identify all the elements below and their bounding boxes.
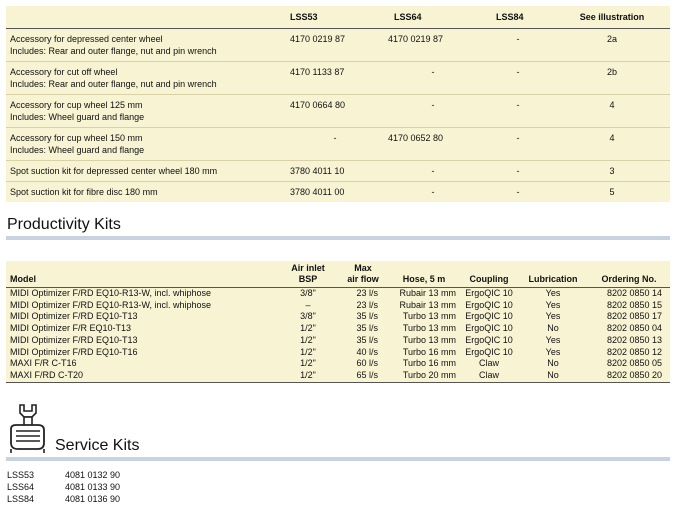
hose: Rubair 13 mm [399, 299, 456, 310]
col-air-inlet: Air inlet BSP [278, 261, 338, 288]
lss84-ordering-no: - [516, 33, 520, 44]
col-see-illustration: See illustration [554, 6, 670, 28]
hose: Turbo 20 mm [388, 370, 460, 382]
list-item [7, 493, 120, 505]
lubrication: No [547, 358, 559, 369]
table-row [6, 300, 670, 312]
col-description [6, 6, 286, 28]
hose: Turbo 16 mm [402, 346, 456, 357]
service-ordering-no: 4081 0136 90 [65, 494, 121, 504]
service-ordering-no: 4081 0133 90 [65, 482, 121, 492]
lubrication: No [547, 323, 559, 334]
air-inlet: 1/2" [300, 358, 316, 369]
table-row [6, 347, 670, 359]
lubrication: No [518, 370, 588, 382]
productivity-table [6, 261, 670, 383]
lss84-ordering-no: - [482, 94, 554, 127]
service-model: LSS53 [7, 470, 35, 480]
max-air-flow: 35 l/s [356, 334, 378, 345]
coupling: Claw [460, 370, 518, 382]
air-inlet: 1/2" [300, 346, 316, 357]
service-wrench-hand-icon [8, 403, 48, 453]
lss84-ordering-no: - [482, 160, 554, 181]
ordering-no: 8202 0850 04 [606, 323, 662, 334]
model-name: MAXI F/R C-T16 [10, 358, 77, 369]
list-item [7, 481, 120, 493]
col-max-air-flow: Max air flow [338, 261, 388, 288]
accessory-description: Accessory for cut off wheel Includes: Rear and outer flange, nut and pin wrench [6, 61, 286, 94]
section-rule [6, 236, 670, 240]
lubrication: Yes [545, 311, 561, 322]
accessories-header-row [6, 6, 670, 28]
productivity-kits-title: Productivity Kits [7, 216, 121, 233]
ordering-no: 8202 0850 13 [606, 334, 662, 345]
col-coupling: Coupling [460, 261, 518, 288]
ordering-no: 8202 0850 15 [606, 299, 662, 310]
lss53-ordering-no: 3780 4011 10 [286, 160, 384, 181]
table-row [6, 311, 670, 323]
ordering-no: 8202 0850 12 [606, 346, 662, 357]
coupling: ErgoQIC 10 [465, 299, 513, 310]
col-lss53: LSS53 [286, 6, 384, 28]
accessories-table [6, 6, 670, 202]
table-row [6, 358, 670, 370]
table-row [6, 28, 670, 61]
ordering-no: 8202 0850 14 [606, 288, 662, 298]
lss84-ordering-no: - [482, 127, 554, 160]
model-name: MIDI Optimizer F/RD EQ10-R13-W, incl. whiphose [10, 288, 212, 298]
coupling: ErgoQIC 10 [465, 311, 513, 322]
table-row [6, 94, 670, 127]
coupling: ErgoQIC 10 [465, 288, 513, 298]
max-air-flow: 65 l/s [338, 370, 388, 382]
hose: Turbo 13 mm [402, 323, 456, 334]
col-ordering-no: Ordering No. [588, 261, 670, 288]
see-illustration: 4 [554, 94, 670, 127]
model-name: MIDI Optimizer F/RD EQ10-T13 [10, 334, 138, 345]
lss64-ordering-no: - [384, 94, 482, 127]
lss64-ordering-no: - [384, 61, 482, 94]
lubrication: Yes [545, 334, 561, 345]
lss53-ordering-no: 4170 0219 87 [290, 33, 346, 44]
air-inlet: 3/8" [300, 311, 316, 322]
table-row [6, 61, 670, 94]
max-air-flow: 35 l/s [356, 311, 378, 322]
service-ordering-no: 4081 0132 90 [65, 470, 121, 480]
service-kits-title: Service Kits [55, 437, 140, 454]
table-row [6, 160, 670, 181]
productivity-header-row [6, 261, 670, 288]
model-name: MAXI F/RD C-T20 [6, 370, 278, 382]
service-model: LSS84 [7, 494, 35, 504]
lss64-ordering-no: - [384, 181, 482, 202]
accessory-description: Spot suction kit for depressed center wheel 180 mm [6, 160, 286, 181]
coupling: Claw [478, 358, 499, 369]
see-illustration: 2a [606, 33, 617, 44]
ordering-no: 8202 0850 05 [606, 358, 662, 369]
table-row [6, 181, 670, 202]
lss84-ordering-no: - [482, 61, 554, 94]
max-air-flow: 60 l/s [356, 358, 378, 369]
max-air-flow: 23 l/s [356, 288, 378, 298]
lss53-ordering-no: 4170 0664 80 [286, 94, 384, 127]
col-hose: Hose, 5 m [388, 261, 460, 288]
lss53-ordering-no: 3780 4011 00 [286, 181, 384, 202]
see-illustration: 3 [554, 160, 670, 181]
air-inlet: 1/2" [278, 370, 338, 382]
lss53-ordering-no: - [286, 127, 384, 160]
hose: Rubair 13 mm [399, 288, 456, 298]
coupling: ErgoQIC 10 [465, 346, 513, 357]
model-name: MIDI Optimizer F/R EQ10-T13 [10, 323, 132, 334]
model-name: MIDI Optimizer F/RD EQ10-T16 [10, 346, 138, 357]
accessory-description: Accessory for cup wheel 150 mm Includes: Wheel guard and flange [6, 127, 286, 160]
model-name: MIDI Optimizer F/RD EQ10-R13-W, incl. whiphose [10, 299, 212, 310]
air-inlet: 3/8" [300, 288, 316, 298]
lss64-ordering-no: 4170 0219 87 [388, 33, 444, 44]
ordering-no: 8202 0850 20 [588, 370, 670, 382]
table-row [6, 288, 670, 300]
ordering-no: 8202 0850 17 [606, 311, 662, 322]
col-model: Model [6, 261, 278, 288]
accessory-description: Spot suction kit for fibre disc 180 mm [6, 181, 286, 202]
see-illustration: 4 [554, 127, 670, 160]
lss53-ordering-no: 4170 1133 87 [286, 61, 384, 94]
lss64-ordering-no: 4170 0652 80 [384, 127, 482, 160]
max-air-flow: 40 l/s [356, 346, 378, 357]
max-air-flow: 23 l/s [356, 299, 378, 310]
service-model: LSS64 [7, 482, 35, 492]
accessory-description: Accessory for cup wheel 125 mm Includes: Wheel guard and flange [6, 94, 286, 127]
col-lss84: LSS84 [482, 6, 554, 28]
col-lubrication: Lubrication [518, 261, 588, 288]
table-row [6, 127, 670, 160]
lubrication: Yes [545, 299, 561, 310]
lss84-ordering-no: - [482, 181, 554, 202]
table-row [6, 370, 670, 382]
model-name: MIDI Optimizer F/RD EQ10-T13 [10, 311, 138, 322]
accessory-description: Accessory for depressed center wheel Includes: Rear and outer flange, nut and pin wrench [10, 33, 217, 56]
section-rule [6, 457, 670, 461]
service-kits-list [7, 469, 120, 505]
see-illustration: 5 [554, 181, 670, 202]
air-inlet: 1/2" [300, 323, 316, 334]
list-item [7, 469, 120, 481]
lss64-ordering-no: - [384, 160, 482, 181]
coupling: ErgoQIC 10 [465, 334, 513, 345]
max-air-flow: 35 l/s [356, 323, 378, 334]
air-inlet: 1/2" [300, 334, 316, 345]
air-inlet: – [305, 299, 311, 310]
col-lss64: LSS64 [384, 6, 482, 28]
hose: Turbo 16 mm [402, 358, 456, 369]
see-illustration: 2b [554, 61, 670, 94]
lubrication: Yes [545, 288, 561, 298]
table-row [6, 323, 670, 335]
lubrication: Yes [545, 346, 561, 357]
table-row [6, 335, 670, 347]
coupling: ErgoQIC 10 [465, 323, 513, 334]
hose: Turbo 13 mm [402, 334, 456, 345]
hose: Turbo 13 mm [402, 311, 456, 322]
